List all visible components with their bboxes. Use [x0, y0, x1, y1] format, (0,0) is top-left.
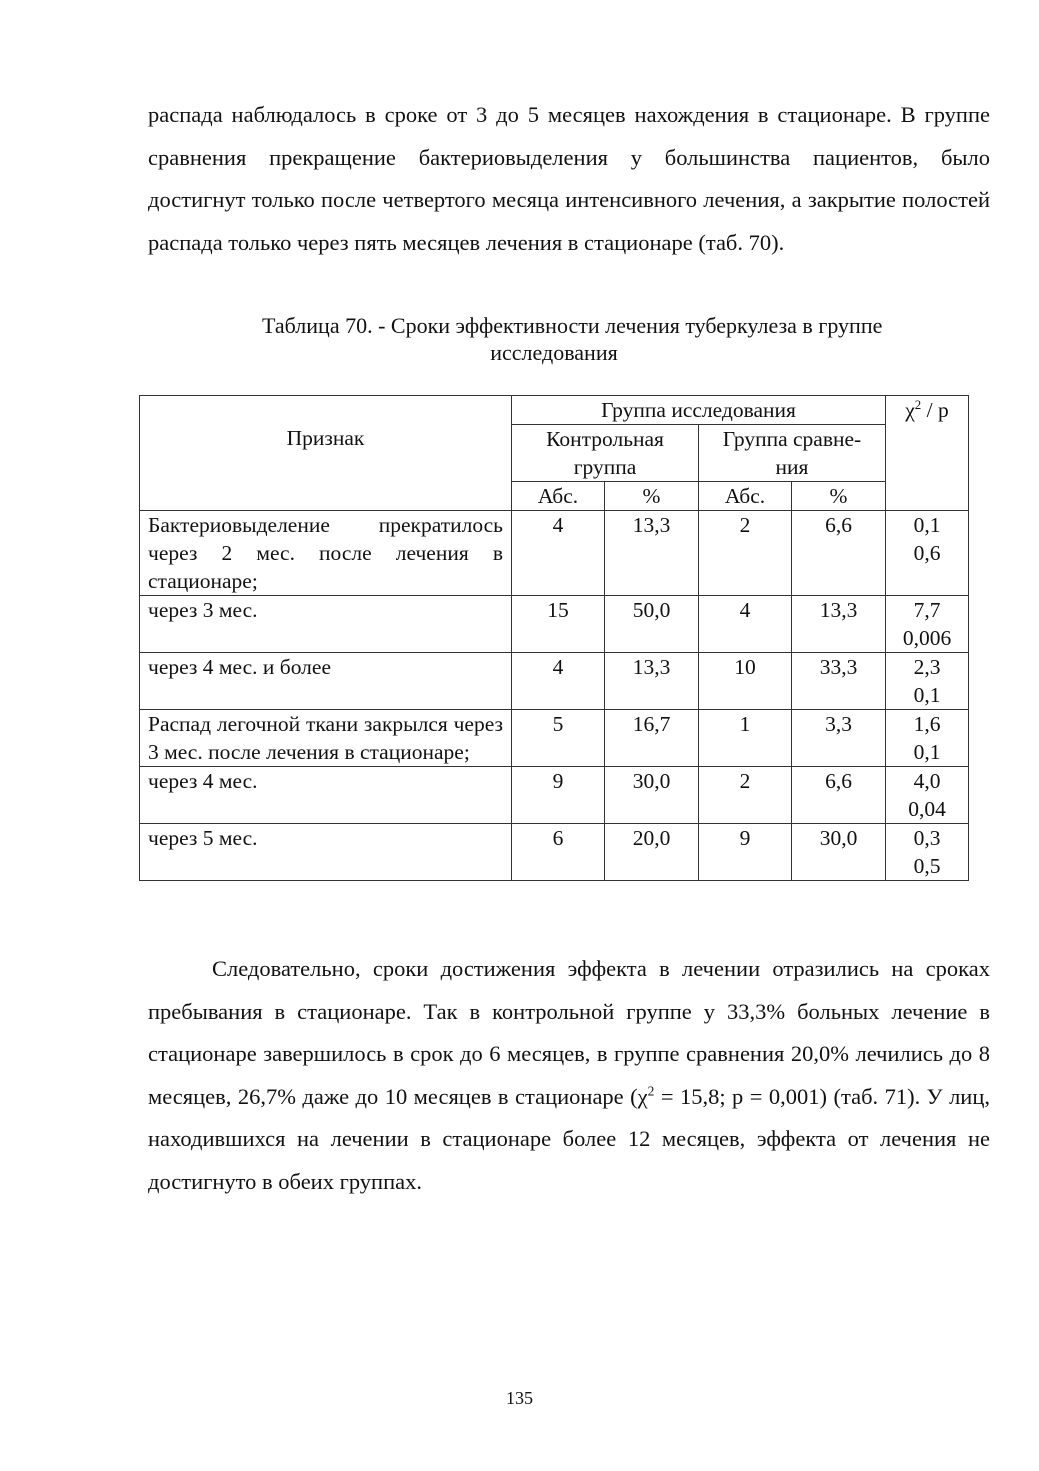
comparison-abs-cell: 1	[699, 710, 792, 767]
chi-superscript: 2	[647, 1083, 655, 1098]
table-row	[140, 653, 969, 710]
row-label: через 4 мес.	[140, 767, 512, 824]
control-abs-cell: 5	[512, 710, 605, 767]
chi-p-cell	[886, 596, 969, 653]
comparison-abs-cell: 9	[699, 824, 792, 881]
p-value: 0,006	[902, 626, 952, 650]
chi-p-cell	[886, 710, 969, 767]
header-group: Группа исследования	[512, 396, 886, 425]
p-value: 0,6	[913, 541, 941, 565]
row-label: через 4 мес. и более	[140, 653, 512, 710]
comparison-pct-cell: 3,3	[792, 710, 886, 767]
chi-p-cell	[886, 767, 969, 824]
control-abs-cell: 9	[512, 767, 605, 824]
p-value: 0,5	[913, 854, 941, 878]
paragraph-conclusion	[148, 948, 990, 1203]
control-abs-cell: 6	[512, 824, 605, 881]
comparison-pct-cell: 6,6	[792, 767, 886, 824]
control-pct-cell: 50,0	[605, 596, 699, 653]
control-pct-cell: 13,3	[605, 511, 699, 596]
chi-p-cell	[886, 653, 969, 710]
conclusion-text-after: = 15,8; р = 0,001) (таб. 71). У лиц, находившихся на лечении в стационаре более 12 месяцев, эффекта от лечения не достигнуто в обеих группах.	[148, 1083, 991, 1194]
header-feature: Признак	[140, 396, 512, 511]
header-comparison-abs: Абс.	[699, 482, 792, 511]
chi-value: 1,6	[913, 712, 941, 736]
comparison-abs-cell: 10	[699, 653, 792, 710]
table-row	[140, 596, 969, 653]
comparison-abs-cell: 2	[699, 767, 792, 824]
control-abs-cell: 15	[512, 596, 605, 653]
p-value: 0,1	[913, 740, 941, 764]
table-caption-line1: Таблица 70. - Сроки эффективности лечения туберкулеза в группе	[262, 313, 883, 338]
header-control-group: Контрольная группа	[512, 425, 699, 482]
comparison-pct-cell: 13,3	[792, 596, 886, 653]
comparison-pct-cell: 33,3	[792, 653, 886, 710]
table-row	[140, 767, 969, 824]
comparison-abs-cell: 4	[699, 596, 792, 653]
header-comparison-group: Группа сравне-ния	[699, 425, 886, 482]
p-value: 0,1	[913, 683, 941, 707]
chi-p-label: / p	[921, 398, 949, 422]
control-pct-cell: 16,7	[605, 710, 699, 767]
chi-p-cell	[886, 511, 969, 596]
header-comparison-pct: %	[792, 482, 886, 511]
chi-value: 0,1	[913, 513, 941, 537]
chi-p-cell	[886, 824, 969, 881]
comparison-pct-cell: 6,6	[792, 511, 886, 596]
table-row	[140, 824, 969, 881]
row-label: Распад легочной ткани закрылся через 3 мес. после лечения в стационаре;	[140, 710, 512, 767]
chi-value: 4,0	[913, 769, 941, 793]
chi-symbol: χ	[905, 398, 915, 422]
table-caption-line2: исследования	[490, 340, 618, 365]
chi-superscript: 2	[914, 397, 922, 412]
header-chi	[886, 396, 969, 511]
chi-value: 7,7	[913, 598, 941, 622]
comparison-pct-cell: 30,0	[792, 824, 886, 881]
header-control-pct: %	[605, 482, 699, 511]
row-label: Бактериовыделение прекратилось через 2 мес. после лечения в стационаре;	[140, 511, 512, 596]
p-value: 0,04	[908, 797, 946, 821]
results-table	[139, 395, 969, 881]
row-label: через 5 мес.	[140, 824, 512, 881]
chi-value: 0,3	[913, 826, 941, 850]
header-control-abs: Абс.	[512, 482, 605, 511]
header-row-1	[140, 396, 969, 425]
chi-value: 2,3	[913, 655, 941, 679]
row-label: через 3 мес.	[140, 596, 512, 653]
paragraph-intro: распада наблюдалось в сроке от 3 до 5 месяцев нахождения в стационаре. В группе сравнения прекращение бактериовыделения у большинства пациентов, было достигнут только после четвертого месяца интенсивного лечения, а закрытие полостей распада только через пять месяцев лечения в стационаре (таб. 70).	[148, 102, 990, 255]
table-caption	[140, 312, 1039, 366]
control-abs-cell: 4	[512, 511, 605, 596]
control-pct-cell: 30,0	[605, 767, 699, 824]
conclusion-text-before: Следовательно, сроки достижения эффекта в лечении отразились на сроках пребывания в стационаре. Так в контрольной группе у 33,3% больных лечение в стационаре завершилось в срок до 6 месяцев, в группе сравнения 20,0% лечились до 8 месяцев, 26,7% даже до 10 месяцев в стационаре (χ	[148, 956, 990, 1109]
page-number: 135	[506, 1388, 533, 1408]
comparison-abs-cell: 2	[699, 511, 792, 596]
control-abs-cell: 4	[512, 653, 605, 710]
table-row	[140, 710, 969, 767]
control-pct-cell: 20,0	[605, 824, 699, 881]
control-pct-cell: 13,3	[605, 653, 699, 710]
table-row	[140, 511, 969, 596]
